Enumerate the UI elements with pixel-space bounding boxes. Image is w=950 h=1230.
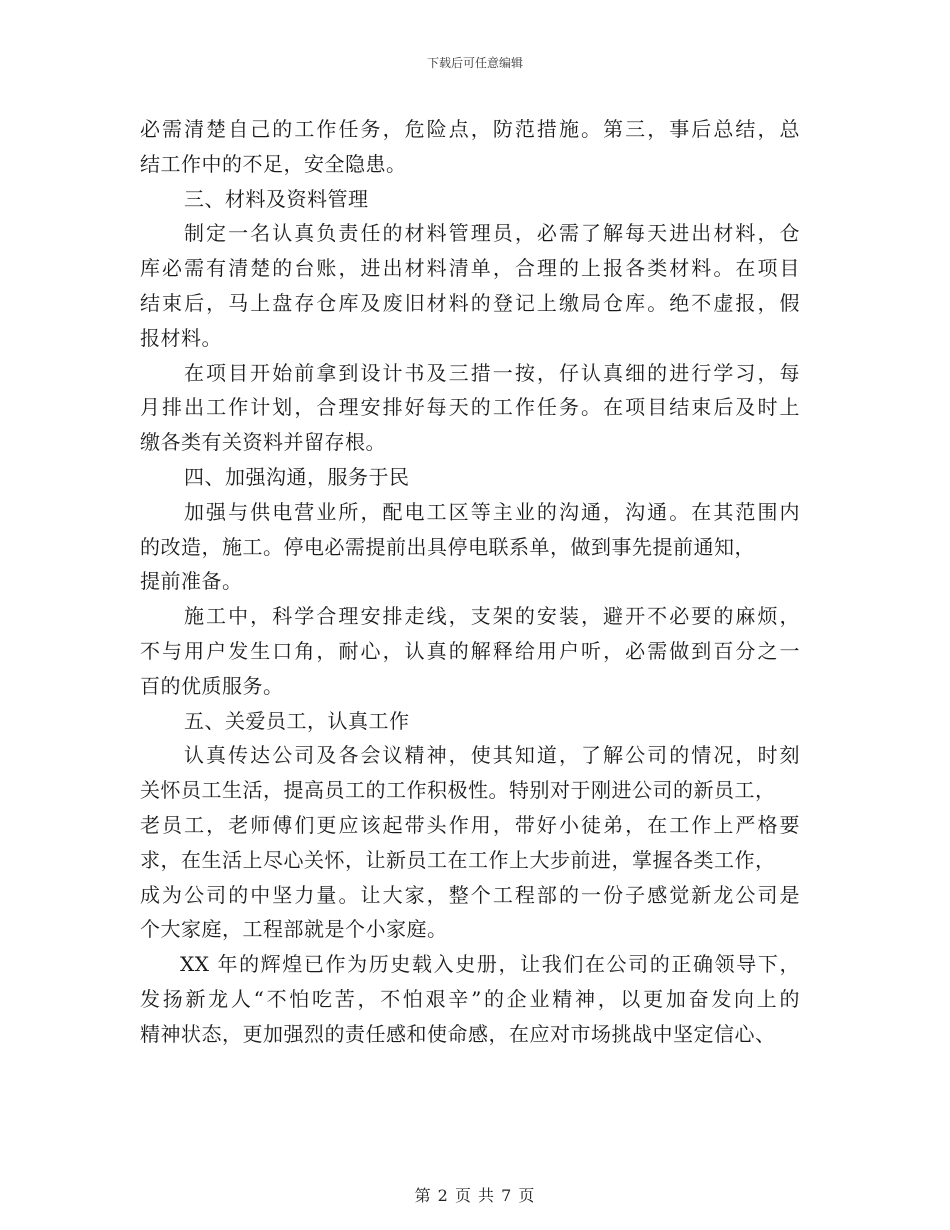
section-heading: 四、加强沟通，服务于民: [184, 464, 410, 489]
body-line: 百的优质服务。: [140, 673, 284, 698]
body-line: 个大家庭，工程部就是个小家庭。: [140, 917, 448, 942]
body-line: 的改造，施工。停电必需提前出具停电联系单，做到事先提前通知，: [140, 534, 755, 559]
body-line: 施工中，科学合理安排走线，支架的安装，避开不必要的麻烦，: [184, 604, 800, 629]
body-line: 结束后，马上盘存仓库及废旧材料的登记上缴局仓库。绝不虚报，假: [140, 290, 800, 315]
body-line: 关怀员工生活，提高员工的工作积极性。特别对于刚进公司的新员工，: [140, 778, 776, 803]
section-heading: 三、材料及资料管理: [184, 186, 369, 211]
body-line: 在项目开始前拿到设计书及三措一按，仔认真细的进行学习，每: [184, 360, 800, 385]
body-line: 缴各类有关资料并留存根。: [140, 430, 386, 455]
body-line: 报材料。: [140, 325, 222, 350]
body-line: 必需清楚自己的工作任务，危险点，防范措施。第三，事后总结，总: [140, 117, 800, 141]
page-number-footer: 第 2 页 共 7 页: [414, 1186, 536, 1205]
body-line: 求，在生活上尽心关怀，让新员工在工作上大步前进，掌握各类工作，: [140, 847, 776, 872]
page-header: 下载后可任意编辑: [426, 56, 523, 70]
body-line: 精神状态，更加强烈的责任感和使命感，在应对市场挑战中坚定信心、: [140, 1021, 776, 1046]
body-line: 制定一名认真负责任的材料管理员，必需了解每天进出材料，仓: [184, 221, 800, 246]
body-line: XX 年的辉煌已作为历史载入史册，让我们在公司的正确领导下，: [180, 952, 800, 977]
body-line: 认真传达公司及各会议精神，使其知道，了解公司的情况，时刻: [184, 743, 800, 768]
body-line: 月排出工作计划，合理安排好每天的工作任务。在项目结束后及时上: [140, 395, 800, 420]
body-line: 结工作中的不足，安全隐患。: [140, 151, 407, 176]
body-line: 老员工，老师傅们更应该起带头作用，带好小徒弟，在工作上严格要: [140, 812, 800, 837]
body-line: 库必需有清楚的台账，进出材料清单，合理的上报各类材料。在项目: [140, 256, 800, 281]
document-body: [140, 112, 800, 1052]
body-line: 成为公司的中坚力量。让大家，整个工程部的一份子感觉新龙公司是: [140, 882, 800, 907]
section-heading: 五、关爱员工，认真工作: [184, 708, 410, 733]
body-line: 加强与供电营业所，配电工区等主业的沟通，沟通。在其范围内: [184, 499, 800, 524]
body-line: 不与用户发生口角，耐心，认真的解释给用户听，必需做到百分之一: [140, 638, 800, 663]
body-line: 提前准备。: [140, 569, 243, 594]
body-line: 发扬新龙人“不怕吃苦，不怕艰辛”的企业精神，以更加奋发向上的: [140, 986, 800, 1011]
